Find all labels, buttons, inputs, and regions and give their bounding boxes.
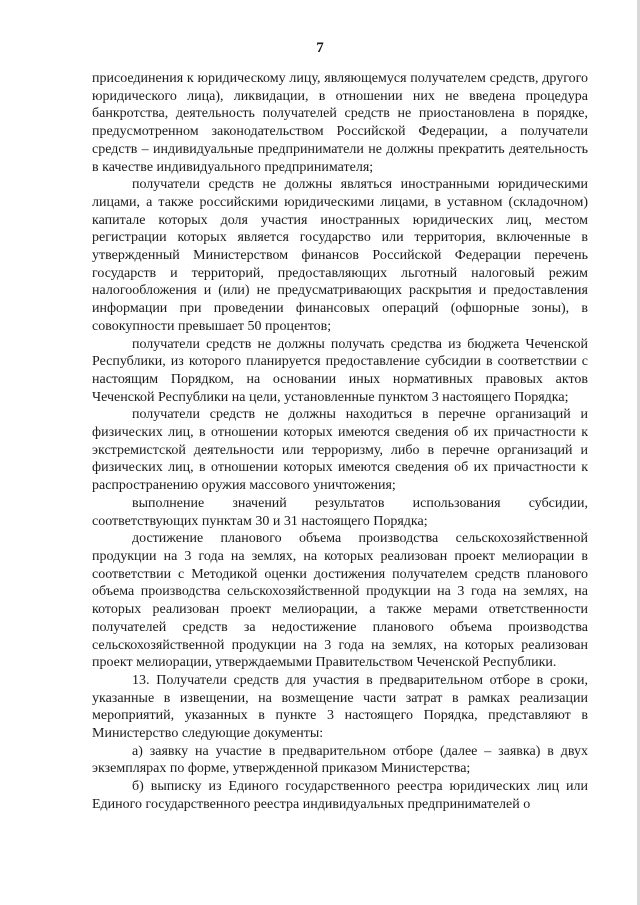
paragraph-continuation: присоединения к юридическому лицу, являющемуся получателем средств, другого юридического лица), ликвидации, в отношении них не введена процедура банкротства, деятельность получателей средств не приостановлена в порядке, предусмотренном законодательством Российской Федерации, а получатели средств – индивидуальные предприниматели не должны прекратить деятельность в качестве индивидуального предпринимателя; xyxy=(92,71,588,175)
paragraph-foreign-entities: получатели средств не должны являться иностранными юридическими лицами, а также российскими юридическими лицами, в уставном (складочном) капитале которых доля участия иностранных юридических лиц, местом регистрации которых является государство или территория, включенные в утвержденный Министерством финансов Российской Федерации перечень государств и территорий, предоставляющих льготный налоговый режим налогообложения и (или) не предусматривающих раскрытия и предоставления информации при проведении финансовых операций (офшорные зоны), в совокупности превышает 50 процентов; xyxy=(92,177,588,334)
page-number: 7 xyxy=(316,40,324,56)
paragraph-subsidy-results: выполнение значений результатов использования субсидии, соответствующих пунктам 30 и 31 настоящего Порядка; xyxy=(92,495,588,529)
paragraph-item-b: б) выписку из Единого государственного реестра юридических лиц или Единого государственного реестра индивидуальных предпринимателей о xyxy=(92,779,588,812)
paragraph-budget-funds: получатели средств не должны получать средства из бюджета Чеченской Республики, из которого планируется предоставление субсидии в соответствии с настоящим Порядком, на основании иных нормативных правовых актов Чеченской Республики на цели, установленные пунктом 3 настоящего Порядка; xyxy=(92,336,588,405)
paragraph-extremism-list: получатели средств не должны находиться в перечне организаций и физических лиц, в отношении которых имеются сведения об их причастности к экстремистской деятельности или терроризму, либо в перечне организаций и физических лиц, в отношении которых имеются сведения об их причастности к распространению оружия массового уничтожения; xyxy=(92,407,588,494)
paragraph-production-volume: достижение планового объема производства сельскохозяйственной продукции на 3 года на землях, на которых реализован проект мелиорации в соответствии с Методикой оценки достижения получателем средств планового объема производства сельскохозяйственной продукции на 3 года на землях, на которых реализован проект мелиорации, а также мерами ответственности получателей средств за недостижение планового объема производства сельскохозяйственной продукции на 3 года на землях, на которых реализован проект мелиорации, утверждаемыми Правительством Чеченской Республики. xyxy=(92,531,588,671)
document-body xyxy=(92,70,588,814)
paragraph-section-13: 13. Получатели средств для участия в предварительном отборе в сроки, указанные в извещении, на возмещение части затрат в рамках реализации мероприятий, указанных в пункте 3 настоящего Порядка, представляют в Министерство следующие документы: xyxy=(92,672,588,742)
paragraph-item-a: а) заявку на участие в предварительном отборе (далее – заявка) в двух экземплярах по форме, утвержденной приказом Министерства; xyxy=(92,743,588,777)
